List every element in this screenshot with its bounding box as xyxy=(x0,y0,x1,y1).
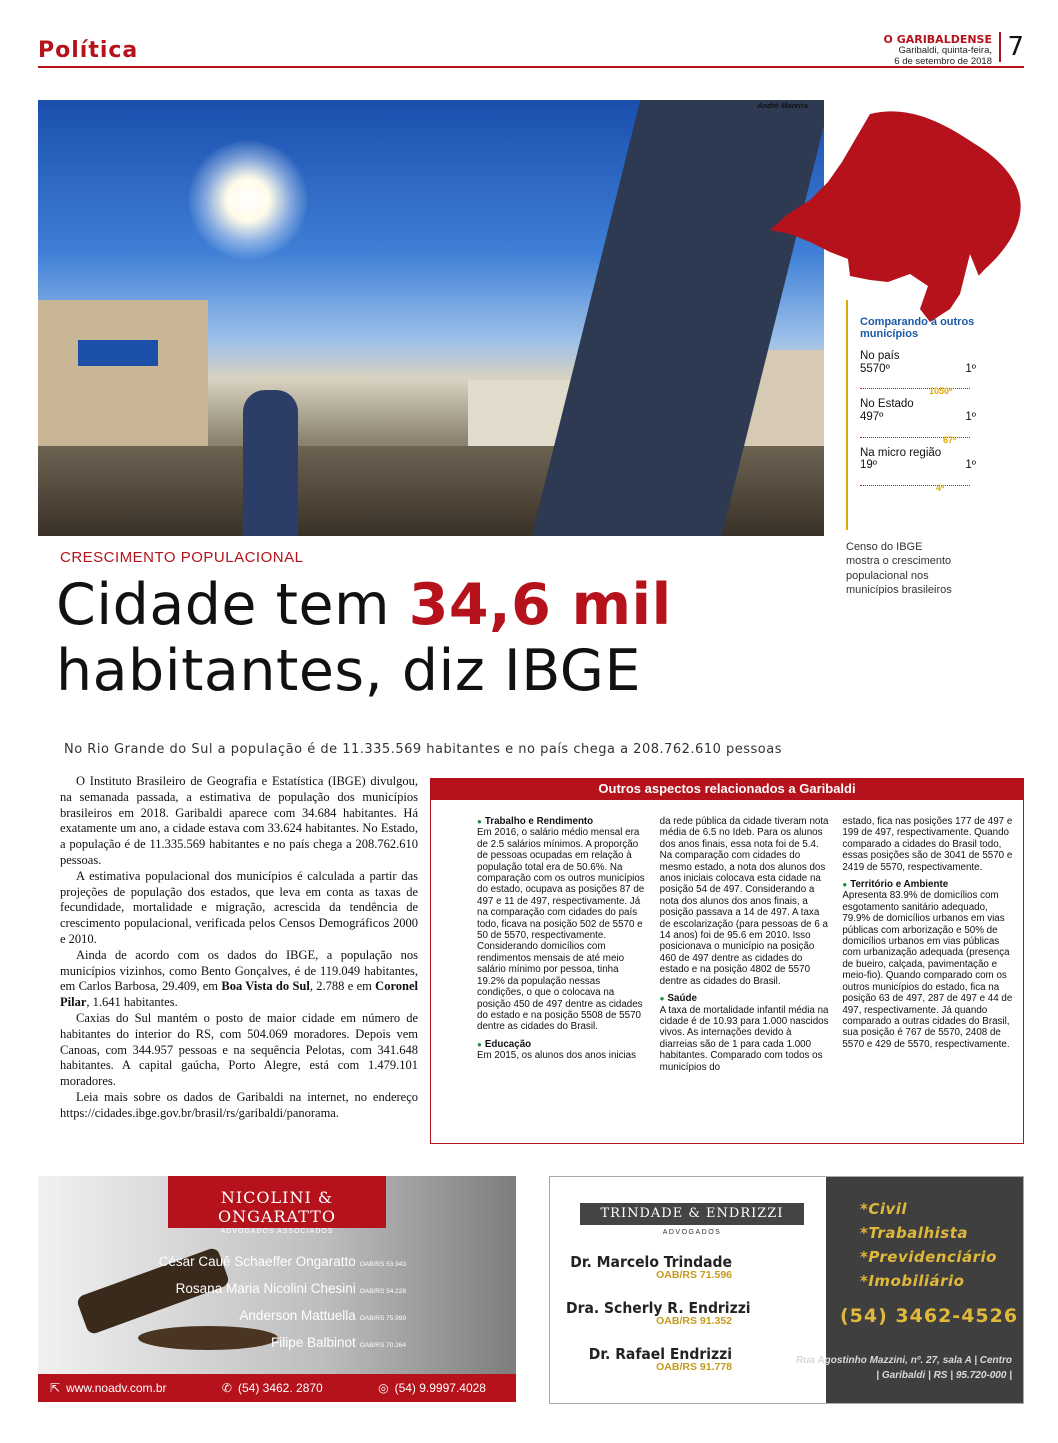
ranking-group xyxy=(860,446,1024,494)
paragraph: O Instituto Brasileiro de Geografia e Estatística (IBGE) divulgou, na semanada passada, a estimativa de população dos municípios brasileiros em 2018. Garibaldi aparece com 34.684 habitantes. Há exatamente um ano, a cidade estava com 33.624 habitantes. No Estado, a população é de 11.335.569 habitantes e no país chega a 208.762.610 pessoas. xyxy=(60,774,418,867)
rank-low: 497º xyxy=(860,411,884,424)
item-text: da rede pública da cidade tiveram nota média de 6.5 no Ideb. Para os alunos dos anos finais, essa nota foi de 5.4. Na comparação com cidades do mesmo estado, a nota dos alunos dos anos iniciais colocava esta cidade na posição 54 de 497. Considerando a nota dos alunos dos anos finais, a posição passava a 14 de 497. A taxa de escolarização (para pessoas de 6 a 14 anos) foi de 95.6 em 2010. Isso posicionava o município na posição 460 de 497 dentre as cidades do estado e na posição 4802 de 5570 dentre as cidades do Brasil. xyxy=(659,816,829,987)
masthead xyxy=(884,34,992,67)
infobox-title: Comparando a outros municípios xyxy=(860,316,975,341)
section-title: Política xyxy=(38,38,139,63)
practice-area: *Previdenciário xyxy=(860,1248,997,1266)
item-text: Apresenta 83.9% de domicílios com esgotamento sanitário adequado, 79.9% de domicílios urbanos em vias públicas com arborização e 50% de domicílios urbanos em vias públicas com urbanização adequada (presença de bueiro, calçada, pavimentação e meio-fio). Quando comparado com os outros municípios do estado, fica na posição 63 de 497, 287 de 497 e 44 de 497, respectivamente. Já quando comparado a outras cidades do Brasil, sua posição é 767 de 5570, 2408 de 5570 e 429 de 5570, respectivamente. xyxy=(842,890,1013,1050)
lawyer-entry: Rosana Maria Nicolini Chesini OAB/RS 54.228 xyxy=(175,1281,406,1296)
headline-part: Cidade tem xyxy=(56,572,409,638)
store-sign xyxy=(78,340,158,366)
photo-caption: Censo do IBGE mostra o crescimento populacional nos municípios brasileiros xyxy=(846,541,952,596)
pedestrian-figure xyxy=(243,390,298,536)
firm-phone: (54) 3462-4526 xyxy=(840,1305,1019,1327)
item-text: Em 2016, o salário médio mensal era de 2.5 salários mínimos. A proporção de pessoas ocupadas em relação à população total era de 50.6%. Na comparação com os outros municípios do estado, ocupava as posições 87 de 497 e 11 de 497, respectivamente. Já na comparação com cidades do país todo, ficava na posição 502 de 5570 e 50 de 5570, respectivamente. Considerando domicílios com rendimentos mensais de até meio salário mínimo por pessoa, tinha 19.2% da população nessas condições, o que o colocava na posição 450 de 497 dentre as cidades do estado e na posição 5508 de 5570 dentre as cidades do Brasil. xyxy=(477,827,645,1033)
rank-scale xyxy=(860,424,970,445)
attorney-entry: Dra. Scherly R. Endrizzi OAB/RS 91.352 xyxy=(566,1299,751,1327)
rank-low: 19º xyxy=(860,459,877,472)
item-title: ● Território e Ambiente xyxy=(842,879,1013,890)
photo-credit: André Moreira xyxy=(757,101,808,110)
rank-scale xyxy=(860,472,970,494)
law-firm-ad-trindade xyxy=(549,1176,1024,1404)
item-title: ● Educação xyxy=(477,1039,648,1050)
headline-part: habitantes, diz IBGE xyxy=(56,638,641,704)
practice-area: *Imobiliário xyxy=(860,1272,965,1290)
date-line: 6 de setembro de 2018 xyxy=(894,55,992,67)
practice-area: *Civil xyxy=(860,1200,908,1218)
item-text: estado, fica nas posições 177 de 497 e 199 de 497, respectivamente. Quando comparado a cidades do Brasil todo, essas posições são de 3041 de 5570 e 2419 de 5570, respectivamente. xyxy=(842,816,1013,873)
phone-contact: ✆ (54) 3462. 2870 xyxy=(221,1381,323,1395)
lawyer-list xyxy=(159,1250,406,1358)
paragraph: Caxias do Sul mantém o posto de maior cidade em número de habitantes do interior do RS, com 504.069 moradores. Depois vem Canoas, com 344.957 pessoas e na sequência Pelotas, com 341.648 habitantes. A capital gaúcha, Porto Alegre, está com 1.479.101 moradores. xyxy=(60,1010,418,1089)
related-facts-box xyxy=(430,778,1024,1144)
paragraph: Leia mais sobre os dados de Garibaldi na internet, no endereço https://cidades.ibge.gov.br/brasil/rs/garibaldi/panorama. xyxy=(60,1089,418,1120)
paper-name: O GARIBALDENSE xyxy=(883,33,992,46)
lawyer-entry: Filipe Balbinot OAB/RS 70.264 xyxy=(270,1335,406,1350)
firm-name: TRINDADE & ENDRIZZI xyxy=(580,1203,804,1225)
date-line: Garibaldi, quinta-feira, xyxy=(898,45,992,57)
firm-name: NICOLINI & ONGARATTO xyxy=(218,1188,336,1226)
firm-subtitle: ADVOGADOS ASSOCIADOS xyxy=(220,1228,334,1235)
rank-position: 1050º xyxy=(929,386,953,397)
attorney-entry: Dr. Rafael Endrizzi OAB/RS 91.778 xyxy=(588,1345,732,1373)
group-label: No país xyxy=(860,350,900,363)
rank-scale xyxy=(860,375,970,397)
practice-areas xyxy=(860,1197,997,1293)
website-link[interactable]: ⇱ www.noadv.com.br xyxy=(50,1381,167,1395)
item-title: ● Saúde xyxy=(660,993,831,1004)
item-text: Em 2015, os alunos dos anos inicias xyxy=(477,1050,637,1062)
rank-high: 1º xyxy=(965,411,976,424)
phone-icon: ✆ xyxy=(221,1381,232,1395)
article-subhead: No Rio Grande do Sul a população é de 11.335.569 habitantes e no país chega a 208.762.610 pessoas xyxy=(64,742,782,757)
article-headline xyxy=(56,572,672,704)
rank-low: 5570º xyxy=(860,362,890,375)
lawyer-entry: César Cauê Schaeffer Ongaratto OAB/RS 53.943 xyxy=(158,1254,406,1269)
item-text: A taxa de mortalidade infantil média na cidade é de 10.93 para 1.000 nascidos vivos. As internações devido à diarreias são de 1 para cada 1.000 habitantes. Comparado com todos os municípios do xyxy=(659,1004,829,1073)
box-column xyxy=(660,816,831,1079)
group-label: Na micro região xyxy=(860,446,942,459)
firm-subtitle: ADVOGADOS xyxy=(662,1229,722,1236)
street-photo xyxy=(38,100,824,536)
law-firm-ad-nicolini xyxy=(38,1176,516,1402)
firm-logo xyxy=(168,1176,386,1235)
ranking-group xyxy=(860,350,1024,397)
rank-position: 4º xyxy=(936,483,945,494)
item-title: ● Trabalho e Rendimento xyxy=(477,816,648,827)
cursor-icon: ⇱ xyxy=(50,1381,61,1395)
whatsapp-icon: ◎ xyxy=(378,1381,389,1395)
rank-position: 67º xyxy=(943,434,957,445)
article-kicker: CRESCIMENTO POPULACIONAL xyxy=(60,549,304,566)
practice-area: *Trabalhista xyxy=(860,1224,968,1242)
headline-highlight: 34,6 mil xyxy=(408,572,672,638)
firm-address: Rua Agostinho Mazzini, nº. 27, sala A | Centro | Garibaldi | RS | 95.720-000 | xyxy=(796,1355,1012,1381)
lawyer-entry: Anderson Mattuella OAB/RS 75.999 xyxy=(239,1308,406,1323)
paragraph: Ainda de acordo com os dados do IBGE, a população nos municípios vizinhos, como Bento Gonçalves, é de 119.049 habitantes, em Carlos Barbosa, 29.409, em Boa Vista do Sul, 2.788 e em Coronel Pilar, 1.641 habitantes. xyxy=(60,947,418,1010)
box-title: Outros aspectos relacionados a Garibaldi xyxy=(431,778,1023,800)
ranking-infobox xyxy=(846,300,1024,530)
page-number: 7 xyxy=(999,32,1024,62)
whatsapp-contact: ◎ (54) 9.9997.4028 xyxy=(378,1381,486,1395)
rank-high: 1º xyxy=(965,362,976,375)
attorney-entry: Dr. Marcelo Trindade OAB/RS 71.596 xyxy=(570,1253,732,1281)
ad-contact-bar xyxy=(38,1374,516,1402)
box-column xyxy=(477,816,648,1079)
article-body xyxy=(60,774,418,1122)
rank-high: 1º xyxy=(965,459,976,472)
group-label: No Estado xyxy=(860,398,914,411)
box-column xyxy=(842,816,1013,1079)
ranking-group xyxy=(860,398,1024,445)
sun-glare xyxy=(188,140,308,260)
paragraph: A estimativa populacional dos municípios é calculada a partir das projeções de população dos estados, que leva em conta as taxas de fecundidade, mortalidade e migração, acrescida da tendência de crescimento populacional, verificada pelos Censos Demográficos 2000 e 2010. xyxy=(60,868,418,946)
header-rule xyxy=(38,66,1024,68)
